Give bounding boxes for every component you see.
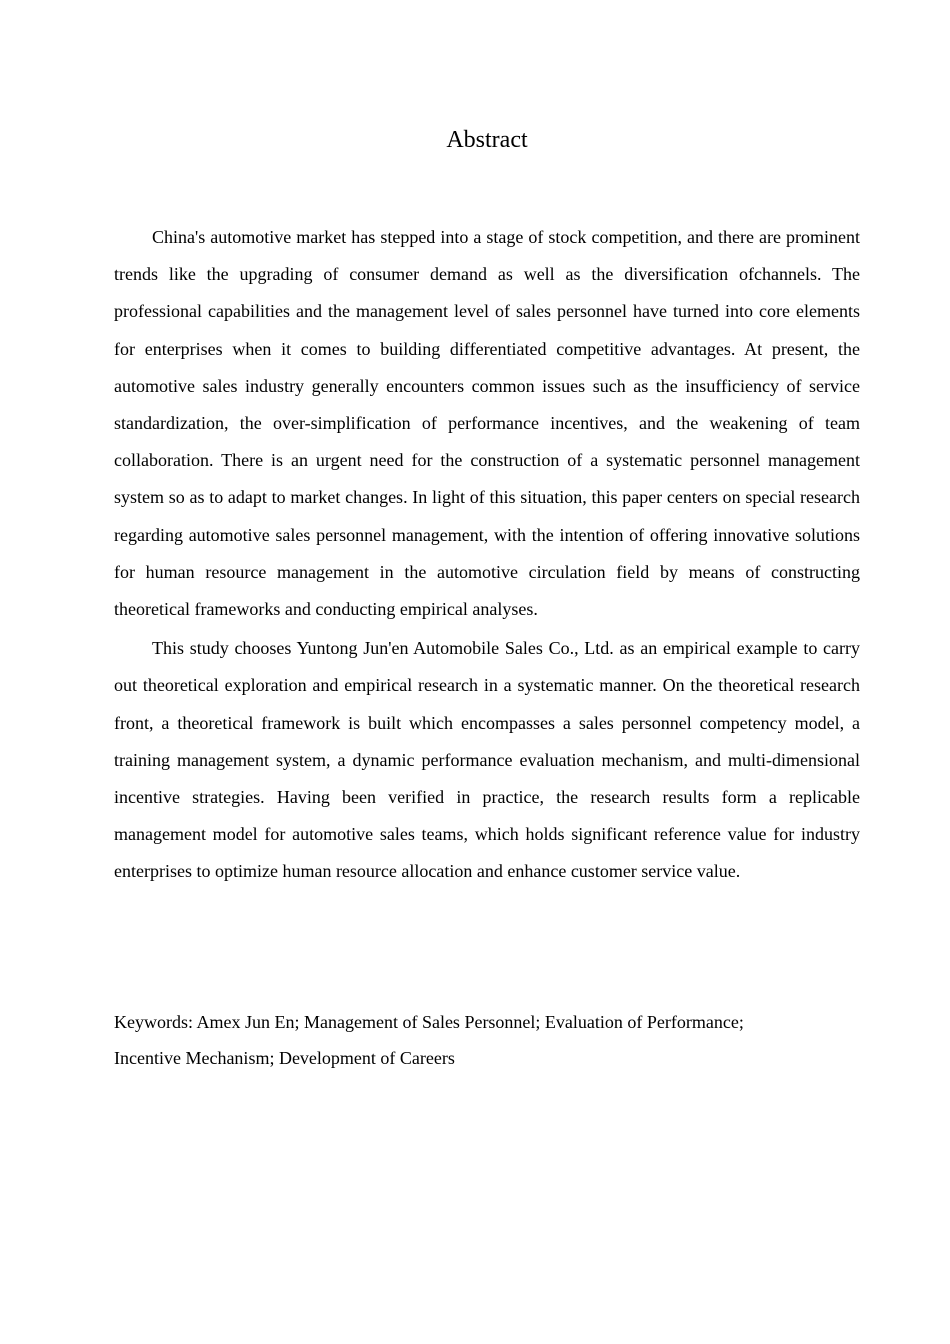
keywords-line-1: Keywords: Amex Jun En; Management of Sales Personnel; Evaluation of Performance; bbox=[114, 1012, 744, 1032]
abstract-paragraph-1: China's automotive market has stepped into a stage of stock competition, and there are prominent trends like the upgrading of consumer demand as well as the diversification ofchannels. The professional capabilities and the management level of sales personnel have turned into core elements for enterprises when it comes to building differentiated competitive advantages. At present, the automotive sales industry generally encounters common issues such as the insufficiency of service standardization, the over-simplification of performance incentives, and the weakening of team collaboration. There is an urgent need for the construction of a systematic personnel management system so as to adapt to market changes. In light of this situation, this paper centers on special research regarding automotive sales personnel management, with the intention of offering innovative solutions for human resource management in the automotive circulation field by means of constructing theoretical frameworks and conducting empirical analyses. bbox=[114, 227, 860, 620]
keywords-line-2: Incentive Mechanism; Development of Careers bbox=[114, 1048, 455, 1068]
abstract-paragraph-2: This study chooses Yuntong Jun'en Automobile Sales Co., Ltd. as an empirical example to carry out theoretical exploration and empirical research in a systematic manner. On the theoretical research front, a theoretical framework is built which encompasses a sales personnel competency model, a training management system, a dynamic performance evaluation mechanism, and multi-dimensional incentive strategies. Having been verified in practice, the research results form a replicable management model for automotive sales teams, which holds significant reference value for industry enterprises to optimize human resource allocation and enhance customer service value. bbox=[114, 638, 860, 882]
abstract-body bbox=[114, 219, 860, 891]
keywords-block bbox=[114, 1004, 860, 1076]
page-title: Abstract bbox=[446, 127, 528, 153]
